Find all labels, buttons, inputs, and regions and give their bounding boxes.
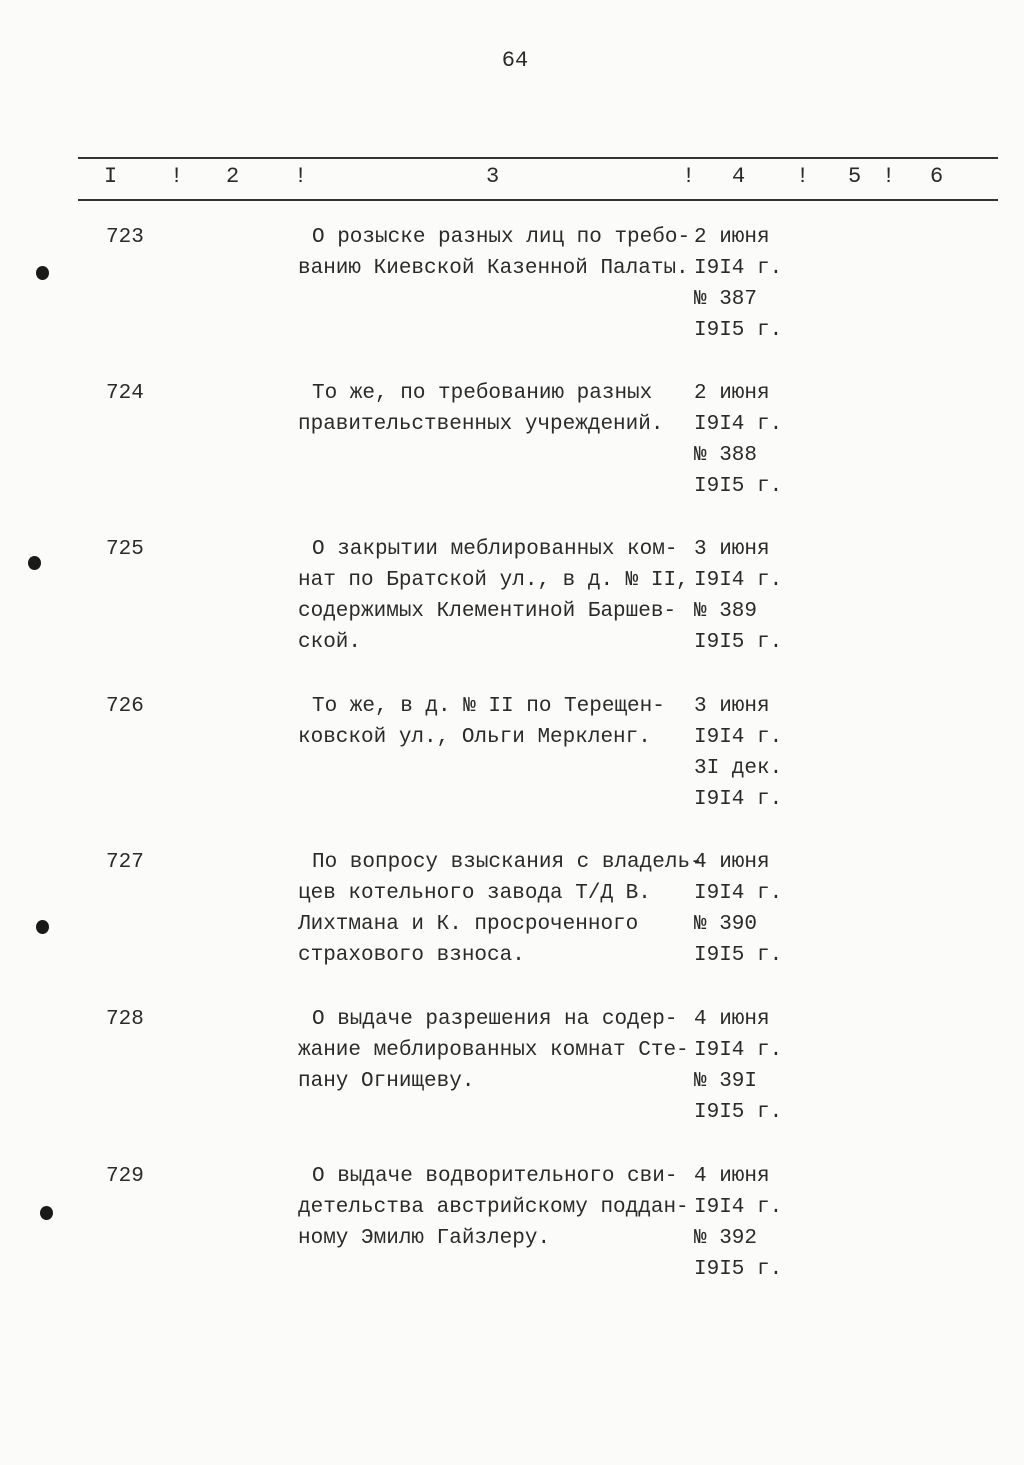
col-2-header: 2 (226, 164, 240, 189)
entry-title-line: ковской ул., Ольги Меркленг. (298, 726, 651, 749)
entry-date-end: № 387 (694, 288, 758, 311)
table-row (0, 382, 1024, 512)
entry-date-end-year: I9I5 г. (694, 631, 783, 654)
entry-title-line: ному Эмилю Гайзлеру. (298, 1227, 551, 1250)
table-row (0, 851, 1024, 981)
entry-date-start: 2 июня (694, 226, 770, 249)
entry-title-line: страхового взноса. (298, 944, 525, 967)
entry-title-line: ской. (298, 631, 362, 654)
entry-date-end-year: I9I5 г. (694, 1101, 783, 1124)
punch-hole-mark (28, 556, 41, 570)
col-separator: ! (294, 164, 308, 189)
entry-title-line: цев котельного завода Т/Д В. (298, 882, 651, 905)
col-separator: ! (170, 164, 184, 189)
entry-date-start-year: I9I4 г. (694, 413, 783, 436)
col-4-header: 4 (732, 164, 746, 189)
entry-date-start: 4 июня (694, 851, 770, 874)
table-row (0, 1165, 1024, 1295)
entry-title-line: Лихтмана и К. просроченного (298, 913, 639, 936)
page-number: 64 (501, 48, 529, 73)
entry-date-end-year: I9I5 г. (694, 944, 783, 967)
entry-date-start-year: I9I4 г. (694, 726, 783, 749)
entry-title-line: О выдаче водворительного сви- (312, 1165, 678, 1188)
entry-title-line: пану Огнищеву. (298, 1070, 475, 1093)
entry-date-start: 4 июня (694, 1165, 770, 1188)
entry-date-end: 3I дек. (694, 757, 783, 780)
col-separator: ! (882, 164, 896, 189)
punch-hole-mark (36, 920, 49, 934)
entry-title-line: ванию Киевской Казенной Палаты. (298, 257, 689, 280)
table-row (0, 226, 1024, 356)
entry-number: 725 (106, 538, 144, 561)
table-row (0, 538, 1024, 668)
entry-number: 726 (106, 695, 144, 718)
entry-date-start-year: I9I4 г. (694, 882, 783, 905)
entry-number: 723 (106, 226, 144, 249)
col-3-header: 3 (486, 164, 500, 189)
col-6-header: 6 (930, 164, 944, 189)
entry-title-line: жание меблированных комнат Сте- (298, 1039, 689, 1062)
entry-title-line: По вопросу взыскания с владель- (312, 851, 703, 874)
punch-hole-mark (40, 1206, 53, 1220)
table-row (0, 1008, 1024, 1138)
col-separator: ! (796, 164, 810, 189)
entry-date-start-year: I9I4 г. (694, 1039, 783, 1062)
col-5-header: 5 (848, 164, 862, 189)
entry-title-line: То же, по требованию разных (312, 382, 653, 405)
entry-date-end-year: I9I4 г. (694, 788, 783, 811)
entry-date-end: № 392 (694, 1227, 758, 1250)
entry-title-line: содержимых Клементиной Баршев- (298, 600, 677, 623)
entry-title-line: правительственных учреждений. (298, 413, 664, 436)
entry-title-line: То же, в д. № II по Терещен- (312, 695, 665, 718)
entry-title-line: О закрытии меблированных ком- (312, 538, 678, 561)
entry-number: 727 (106, 851, 144, 874)
entry-date-end-year: I9I5 г. (694, 1258, 783, 1281)
entry-number: 724 (106, 382, 144, 405)
entry-date-end-year: I9I5 г. (694, 319, 783, 342)
entry-title-line: нат по Братской ул., в д. № II, (298, 569, 689, 592)
entry-title-line: О розыске разных лиц по требо- (312, 226, 691, 249)
table-top-rule (78, 157, 998, 159)
entry-date-start: 3 июня (694, 695, 770, 718)
col-separator: ! (682, 164, 696, 189)
entry-title-line: О выдаче разрешения на содер- (312, 1008, 678, 1031)
entry-date-start-year: I9I4 г. (694, 1196, 783, 1219)
table-row (0, 695, 1024, 825)
table-header-rule (78, 199, 998, 201)
entry-date-end: № 389 (694, 600, 758, 623)
col-1-header: I (104, 164, 118, 189)
table-header (0, 164, 1024, 194)
entry-date-end: № 39I (694, 1070, 758, 1093)
entry-date-start-year: I9I4 г. (694, 257, 783, 280)
entry-number: 729 (106, 1165, 144, 1188)
punch-hole-mark (36, 266, 49, 280)
entry-date-end: № 390 (694, 913, 758, 936)
entry-date-start-year: I9I4 г. (694, 569, 783, 592)
entry-date-start: 4 июня (694, 1008, 770, 1031)
entry-date-end: № 388 (694, 444, 758, 467)
entry-date-end-year: I9I5 г. (694, 475, 783, 498)
entry-title-line: детельства австрийскому поддан- (298, 1196, 689, 1219)
entry-number: 728 (106, 1008, 144, 1031)
entry-date-start: 3 июня (694, 538, 770, 561)
entry-date-start: 2 июня (694, 382, 770, 405)
